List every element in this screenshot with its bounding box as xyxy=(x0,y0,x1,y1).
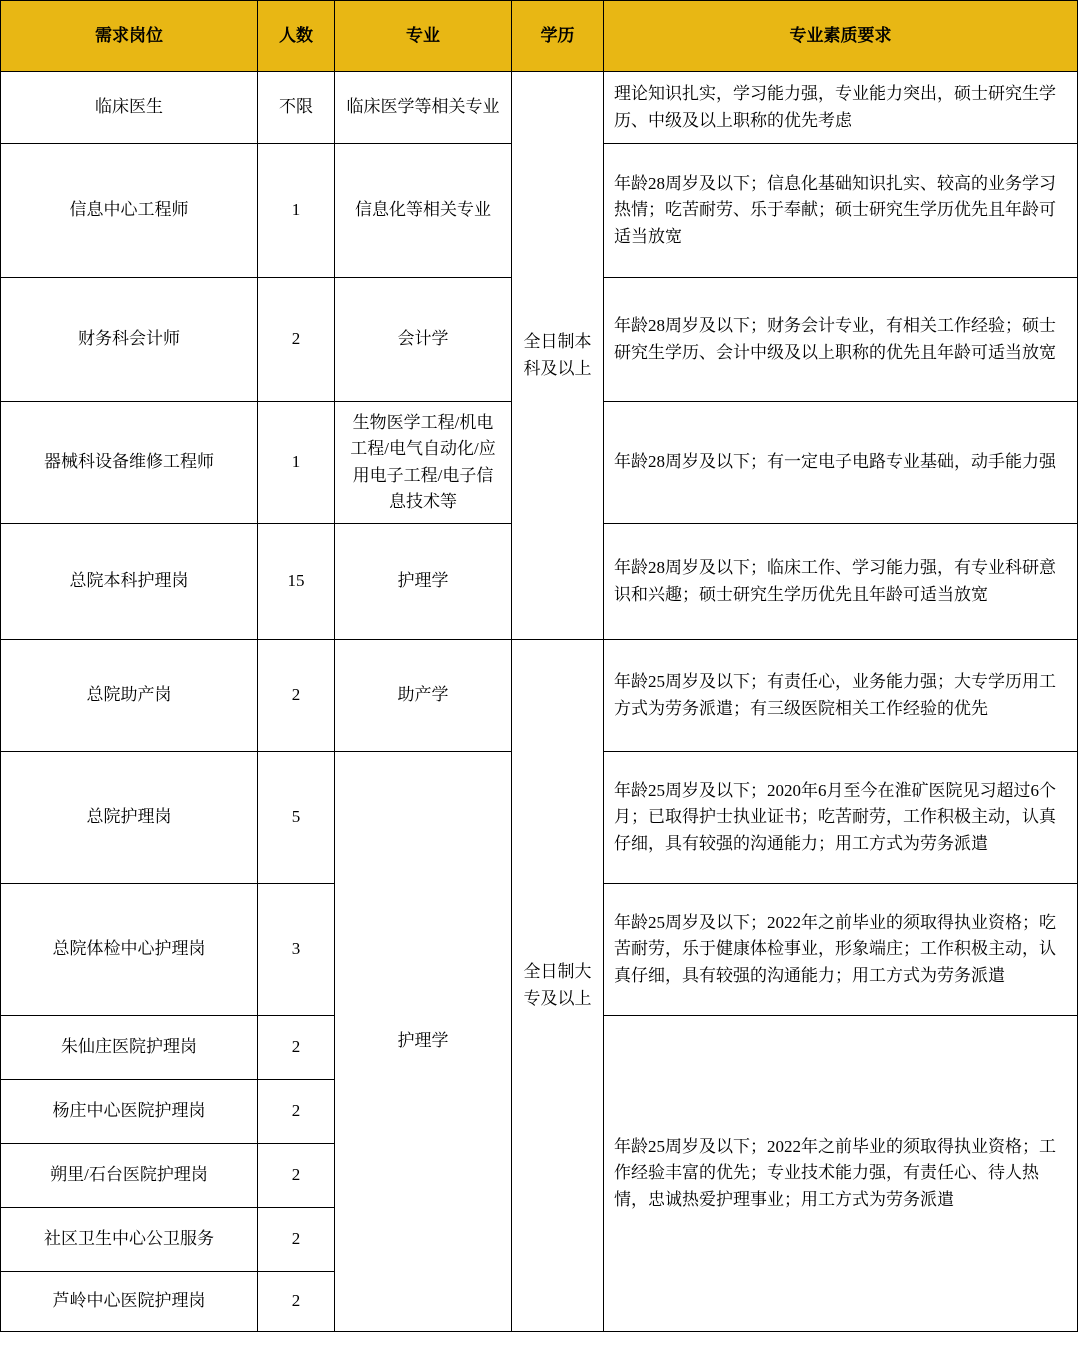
cell-requirements: 理论知识扎实，学习能力强，专业能力突出，硕士研究生学历、中级及以上职称的优先考虑 xyxy=(604,72,1078,144)
cell-post: 杨庄中心医院护理岗 xyxy=(1,1080,258,1144)
cell-post: 朔里/石台医院护理岗 xyxy=(1,1144,258,1208)
cell-requirements: 年龄28周岁及以下；财务会计专业，有相关工作经验；硕士研究生学历、会计中级及以上职称的优先且年龄可适当放宽 xyxy=(604,278,1078,402)
header-major: 专业 xyxy=(335,1,512,72)
cell-post: 总院体检中心护理岗 xyxy=(1,884,258,1016)
cell-post: 总院助产岗 xyxy=(1,640,258,752)
cell-major: 助产学 xyxy=(335,640,512,752)
cell-post: 财务科会计师 xyxy=(1,278,258,402)
cell-count: 2 xyxy=(258,640,335,752)
cell-post: 临床医生 xyxy=(1,72,258,144)
cell-requirements: 年龄25周岁及以下；2022年之前毕业的须取得执业资格；吃苦耐劳，乐于健康体检事业，形象端庄；工作积极主动，认真仔细，具有较强的沟通能力；用工方式为劳务派遣 xyxy=(604,884,1078,1016)
cell-post: 总院本科护理岗 xyxy=(1,524,258,640)
cell-major: 会计学 xyxy=(335,278,512,402)
header-count: 人数 xyxy=(258,1,335,72)
cell-requirements: 年龄25周岁及以下；有责任心，业务能力强；大专学历用工方式为劳务派遣；有三级医院相关工作经验的优先 xyxy=(604,640,1078,752)
cell-requirements: 年龄28周岁及以下；有一定电子电路专业基础，动手能力强 xyxy=(604,402,1078,524)
cell-requirements: 年龄25周岁及以下；2020年6月至今在淮矿医院见习超过6个月；已取得护士执业证书；吃苦耐劳，工作积极主动，认真仔细，具有较强的沟通能力；用工方式为劳务派遣 xyxy=(604,752,1078,884)
cell-post: 器械科设备维修工程师 xyxy=(1,402,258,524)
cell-count: 2 xyxy=(258,1272,335,1332)
cell-education-college: 全日制大专及以上 xyxy=(512,640,604,1332)
cell-education-bachelor: 全日制本科及以上 xyxy=(512,72,604,640)
cell-count: 2 xyxy=(258,1016,335,1080)
cell-count: 1 xyxy=(258,402,335,524)
cell-count: 1 xyxy=(258,144,335,278)
cell-requirements: 年龄28周岁及以下；临床工作、学习能力强，有专业科研意识和兴趣；硕士研究生学历优先且年龄可适当放宽 xyxy=(604,524,1078,640)
cell-count: 3 xyxy=(258,884,335,1016)
table-row xyxy=(1,72,1078,144)
table-header-row xyxy=(1,1,1078,72)
cell-count: 15 xyxy=(258,524,335,640)
cell-count: 不限 xyxy=(258,72,335,144)
header-requirements: 专业素质要求 xyxy=(604,1,1078,72)
cell-post: 朱仙庄医院护理岗 xyxy=(1,1016,258,1080)
cell-count: 5 xyxy=(258,752,335,884)
table-row xyxy=(1,640,1078,752)
cell-count: 2 xyxy=(258,1080,335,1144)
header-education: 学历 xyxy=(512,1,604,72)
cell-post: 总院护理岗 xyxy=(1,752,258,884)
cell-post: 芦岭中心医院护理岗 xyxy=(1,1272,258,1332)
cell-requirements: 年龄28周岁及以下；信息化基础知识扎实、较高的业务学习热情；吃苦耐劳、乐于奉献；硕士研究生学历优先且年龄可适当放宽 xyxy=(604,144,1078,278)
cell-count: 2 xyxy=(258,1144,335,1208)
cell-major: 临床医学等相关专业 xyxy=(335,72,512,144)
header-post: 需求岗位 xyxy=(1,1,258,72)
cell-major-nursing: 护理学 xyxy=(335,752,512,1332)
cell-post: 社区卫生中心公卫服务 xyxy=(1,1208,258,1272)
cell-post: 信息中心工程师 xyxy=(1,144,258,278)
cell-requirements-shared: 年龄25周岁及以下；2022年之前毕业的须取得执业资格；工作经验丰富的优先；专业技术能力强，有责任心、待人热情，忠诚热爱护理事业；用工方式为劳务派遣 xyxy=(604,1016,1078,1332)
cell-major: 生物医学工程/机电工程/电气自动化/应用电子工程/电子信息技术等 xyxy=(335,402,512,524)
cell-count: 2 xyxy=(258,278,335,402)
cell-major: 信息化等相关专业 xyxy=(335,144,512,278)
cell-count: 2 xyxy=(258,1208,335,1272)
cell-major: 护理学 xyxy=(335,524,512,640)
